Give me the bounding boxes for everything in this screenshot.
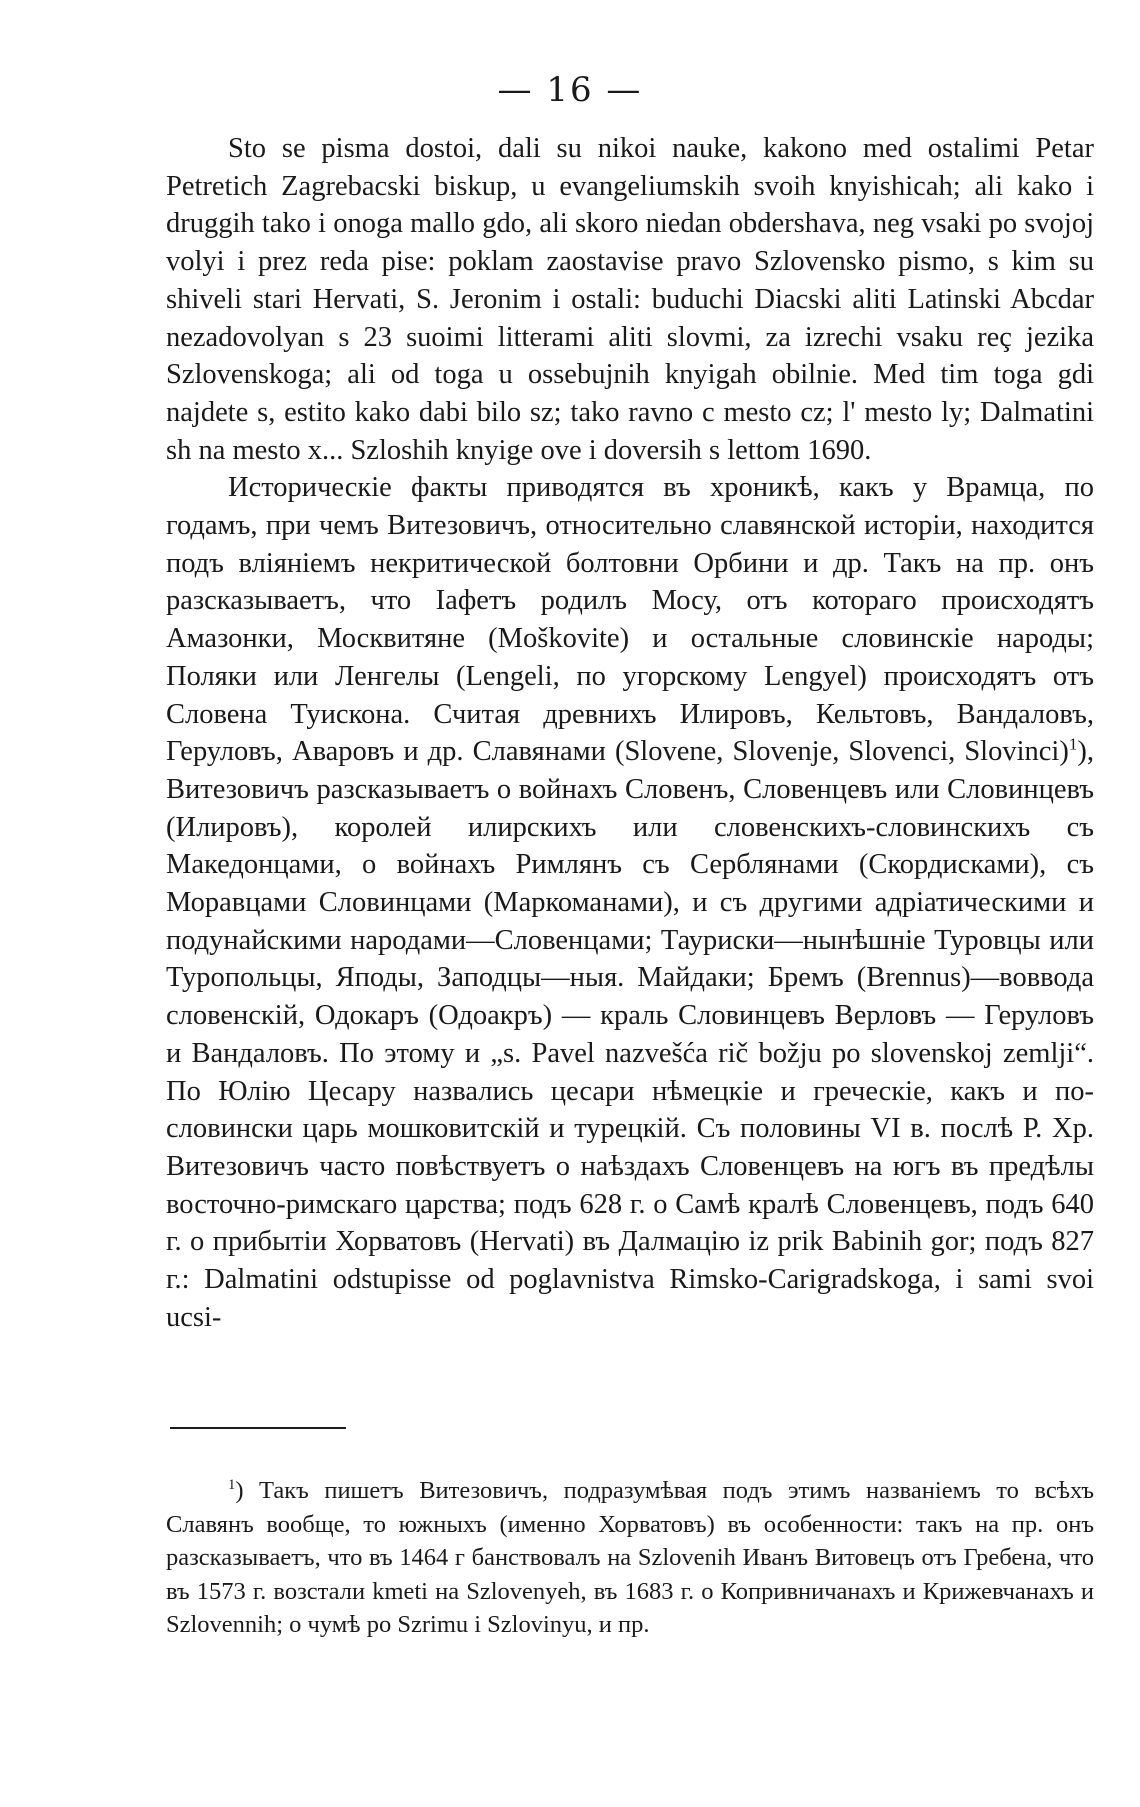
page-number: — 16 — bbox=[497, 70, 643, 110]
paragraph-russian-part1: Историческіе факты приводятся въ хроникѣ, какъ у Врамца, по годамъ, при чемъ Витезовичъ, относительно славянской исторіи, находится подъ вліяніемъ некритической болтовни Орбини и др. Такъ на пр. онъ разсказываетъ, что Іафетъ родилъ Мосу, отъ котораго происходятъ Амазонки, Москвитяне (Moškovite) и остальные словинскіе народы; Поляки или Ленгелы (Lengeli, по угорскому Lengyel) происходятъ отъ Словена Туискона. Считая древнихъ Илировъ, Кельтовъ, Вандаловъ, Геруловъ, Аваровъ и др. Славянами (Slovene, Slovenje, Slovenci, Slovinci) bbox=[166, 472, 1094, 768]
footnote-text: ) Такъ пишетъ Витезовичъ, подразумѣвая подъ этимъ названіемъ то всѣхъ Славянъ вообще, то южныхъ (именно Хорватовъ) въ особенности: такъ на пр. онъ разсказываетъ, что въ 1464 г банствовалъ на Szlovenih Иванъ Витовецъ отъ Гребена, что въ 1573 г. возстали kmeti на Szlovenyeh, въ 1683 г. о Копривничанахъ и Крижевчанахъ и Szlovennih; о чумѣ po Szrimu i Szlovinyu, и пр. bbox=[166, 1477, 1094, 1639]
main-text bbox=[166, 130, 1094, 1337]
footnote-marker: 1 bbox=[228, 1476, 236, 1493]
paragraph-russian-part2: ), Витезовичъ разсказываетъ о войнахъ Словенъ, Словенцевъ или Словинцевъ (Илировъ), королей илирскихъ или словенскихъ-словинскихъ съ Македонцами, о войнахъ Римлянъ съ Серблянами (Скордисками), съ Моравцами Словинцами (Маркоманами), и съ другими адріатическими и подунайскими народами—Словенцами; Тауриски—нынѣшніе Туровцы или Туропольцы, Яподы, Заподцы—ныя. Майдаки; Бремъ (Brennus)—воввода словенскій, Одокаръ (Одоакръ) — краль Словинцевъ Верловъ — Геруловъ и Вандаловъ. По этому и „s. Pavel nazvešća rič božju po slovenskoj zemlji“. По Юлію Цесару назвались цесари нѣмецкіе и греческіе, какъ и по-словински царь мошковитскій и турецкій. Съ половины VI в. послѣ Р. Хр. Витезовичъ часто повѣствуетъ о наѣздахъ Словенцевъ на югъ въ предѣлы восточно-римскаго царства; подъ 628 г. о Самѣ кралѣ Словенцевъ, подъ 640 г. о прибытіи Хорватовъ (Hervati) въ Далмацію iz prik Babinih gor; подъ 827 г.: Dalmatini odstupisse od poglavnistva Rimsko-Carigradskoga, i sami svoi ucsi- bbox=[166, 736, 1094, 1333]
footnote-divider bbox=[170, 1427, 346, 1429]
paragraph-russian bbox=[166, 469, 1094, 1336]
footnote-reference[interactable]: 1 bbox=[1068, 734, 1078, 754]
footnote bbox=[166, 1474, 1094, 1642]
paragraph-latin: Sto se pisma dostoi, dali su nikoi nauke, kakono med ostalimi Petar Petretich Zagrebacski biskup, u evangeliumskih svoih knyishicah; ali kako i druggih tako i onoga mallo gdo, ali skoro niedan obdershava, neg vsaki po svojoj volyi i prez reda pise: poklam zaostavise pravo Szlovensko pismo, s kim su shiveli stari Hervati, S. Jeronim i ostali: buduchi Diacski aliti Latinski Abcdar nezadovolyan s 23 suoimi litterami aliti slovmi, za izrechi vsaku reç jezika Szlovenskoga; ali od toga u ossebujnih knyigah obilnie. Med tim toga gdi najdete s, estito kako dabi bilo sz; tako ravno c mesto cz; l' mesto ly; Dalmatini sh na mesto x... Szloshih knyige ove i doversih s lettom 1690. bbox=[166, 133, 1094, 466]
